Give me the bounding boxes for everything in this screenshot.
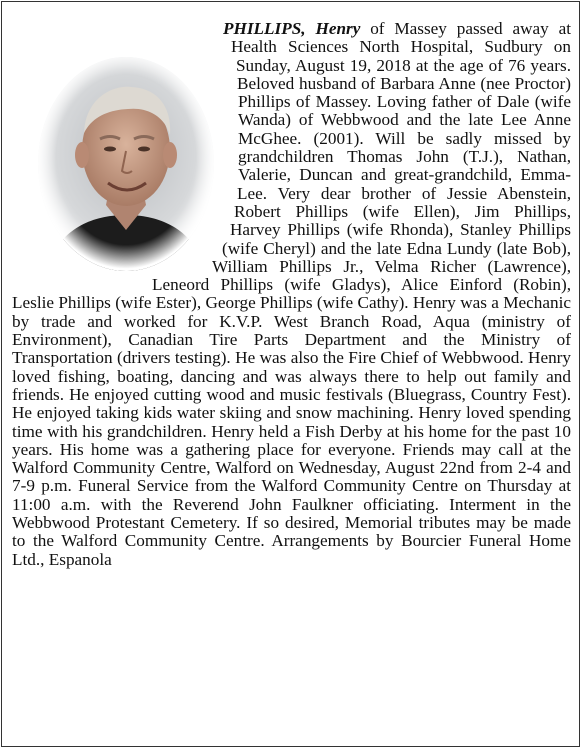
photo-spacer: [12, 164, 238, 182]
photo-spacer: [12, 110, 238, 128]
photo-spacer: [12, 254, 212, 272]
photo-spacer: [12, 128, 238, 146]
photo-spacer: [12, 56, 231, 74]
photo-spacer: [12, 272, 152, 290]
photo-spacer: [12, 92, 237, 110]
photo-spacer: [12, 38, 223, 56]
photo-spacer: [12, 218, 230, 236]
photo-spacer: [12, 146, 238, 164]
obituary-text: [12, 20, 571, 569]
photo-spacer: [12, 236, 222, 254]
photo-spacer: [12, 182, 237, 200]
photo-spacer: [12, 74, 236, 92]
obituary-body: of Massey passed away at Health Sciences North Hospital, Sudbury on Sunday, August 19, 2018 at the age of 76 years. Beloved husband of Barbara Anne (nee Proctor) Phillips of Massey. Loving father of Dale (wife Wanda) of Webbwood and the late Lee Anne McGhee. (2001). Will be sadly missed by grandchildren Thomas John (T.J.), Nathan, Valerie, Duncan and great-grandchild, Emma-Lee. Very dear brother of Jessie Abenstein, Robert Phillips (wife Ellen), Jim Phillips, Harvey Phillips (wife Rhonda), Stanley Phillips (wife Cheryl) and the late Edna Lundy (late Bob), William Phillips Jr., Velma Richer (Lawrence), Leneord Phillips (wife Gladys), Alice Einford (Robin), Leslie Phillips (wife Ester), George Phillips (wife Cathy). Henry was a Mechanic by trade and worked for K.V.P. West Branch Road, Aqua (ministry of Environment), Canadian Tire Parts Department and the Ministry of Transportation (drivers testing). He was also the Fire Chief of Webbwood. Henry loved fishing, boating, dancing and was always there to help out family and friends. He enjoyed cutting wood and music festivals (Bluegrass, Country Fest). He enjoyed taking kids water skiing and snow machining. Henry loved spending time with his grandchildren. Henry held a Fish Derby at his home for the past 10 years. His home was a gathering place for everyone. Friends may call at the Walford Community Centre, Walford on Wednesday, August 22nd from 2-4 and 7-9 p.m. Funeral Service from the Walford Community Centre on Thursday at 11:00 a.m. with the Reverend John Faulkner officiating. Interment in the Webbwood Protestant Cemetery. If so desired, Memorial tributes may be made to the Walford Community Centre. Arrangements by Bourcier Funeral Home Ltd., Espanola: [12, 19, 571, 569]
photo-spacer: [12, 20, 202, 38]
photo-spacer: [12, 200, 234, 218]
deceased-name: PHILLIPS, Henry: [223, 19, 361, 38]
